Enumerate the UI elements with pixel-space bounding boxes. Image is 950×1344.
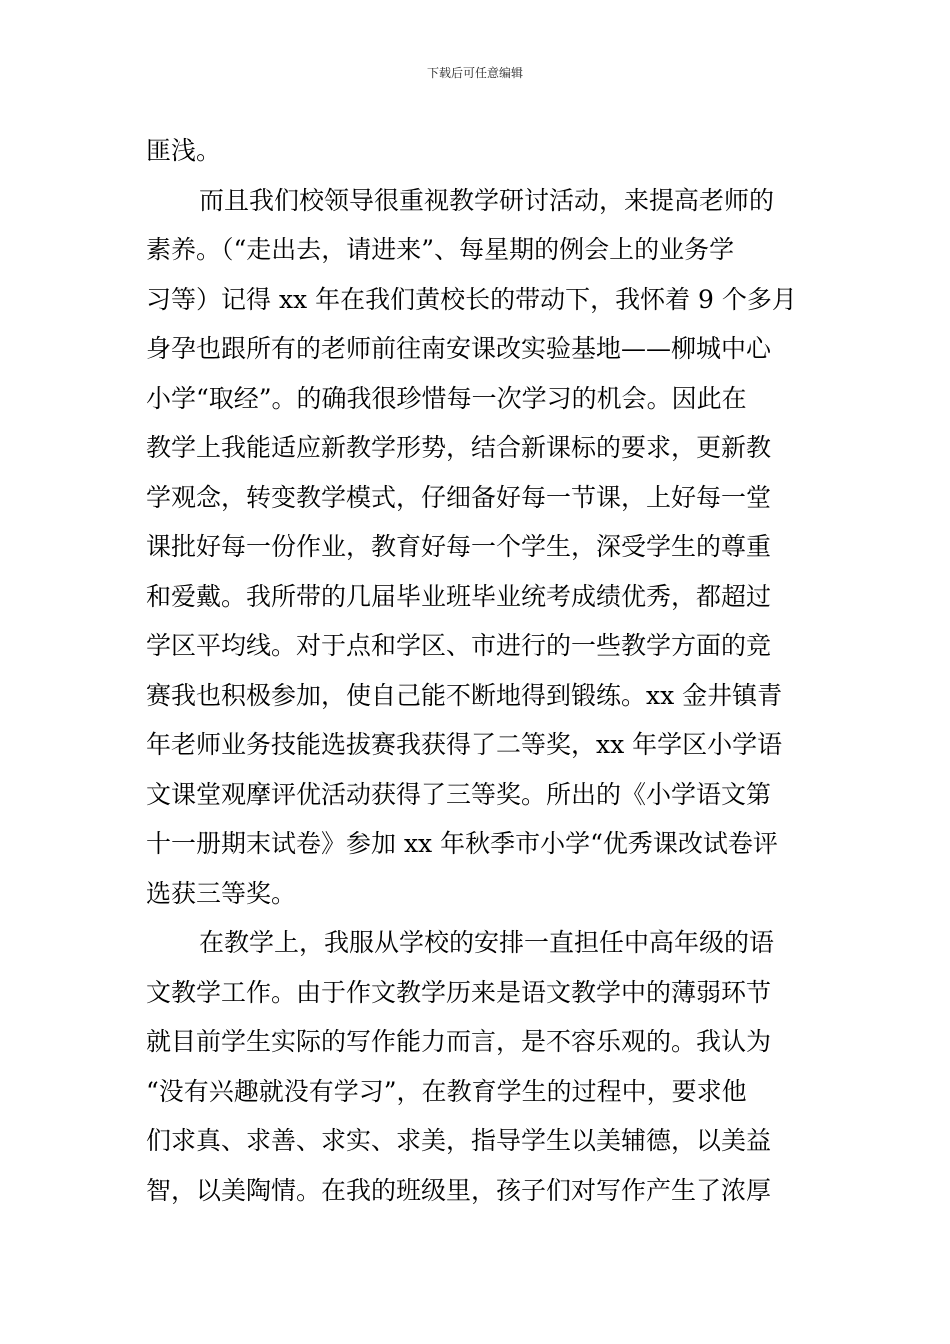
text-line: 学观念，转变教学模式，仔细备好每一节课，上好每一堂 bbox=[146, 482, 772, 512]
text-line: 选获三等奖。 bbox=[146, 878, 297, 908]
text-line: 十一册期末试卷》参加 xx 年秋季市小学“优秀课改试卷评 bbox=[146, 829, 778, 858]
text-line: 就目前学生实际的写作能力而言，是不容乐观的。我认为 bbox=[146, 1027, 772, 1056]
text-line: 年老师业务技能选拔赛我获得了二等奖，xx 年学区小学语 bbox=[146, 730, 783, 759]
text-line: 教学上我能适应新教学形势，结合新课标的要求，更新教 bbox=[146, 433, 772, 462]
text-line: 而且我们校领导很重视教学研讨活动，来提高老师的 bbox=[199, 185, 775, 215]
page-header: 下载后可任意编辑 bbox=[426, 66, 523, 80]
text-line: 和爱戴。我所带的几届毕业班毕业统考成绩优秀，都超过 bbox=[146, 581, 772, 611]
document-body bbox=[146, 126, 806, 1215]
text-line: 文课堂观摩评优活动获得了三等奖。所出的《小学语文第 bbox=[146, 779, 772, 809]
text-line: 学区平均线。对于点和学区、市进行的一些教学方面的竞 bbox=[146, 631, 772, 660]
text-line: 习等）记得 xx 年在我们黄校长的带动下，我怀着 9 个多月 bbox=[146, 284, 797, 314]
text-line: 文教学工作。由于作文教学历来是语文教学中的薄弱环节 bbox=[146, 977, 772, 1007]
text-line: 匪浅。 bbox=[146, 136, 222, 165]
text-line: 赛我也积极参加，使自己能不断地得到锻练。xx 金井镇青 bbox=[146, 680, 783, 710]
text-line: 智，以美陶情。在我的班级里，孩子们对写作产生了浓厚 bbox=[146, 1175, 772, 1205]
text-line: 小学“取经”。的确我很珍惜每一次学习的机会。因此在 bbox=[146, 383, 747, 413]
text-line: 身孕也跟所有的老师前往南安课改实验基地——柳城中心 bbox=[146, 334, 772, 363]
text-line: 课批好每一份作业，教育好每一个学生，深受学生的尊重 bbox=[146, 532, 772, 561]
text-line: 素养。（“走出去，请进来”、每星期的例会上的业务学 bbox=[146, 235, 735, 264]
text-line: 们求真、求善、求实、求美，指导学生以美辅德，以美益 bbox=[146, 1126, 772, 1155]
text-line: 在教学上，我服从学校的安排一直担任中高年级的语 bbox=[199, 928, 775, 957]
text-line: “没有兴趣就没有学习”，在教育学生的过程中，要求他 bbox=[146, 1076, 747, 1106]
